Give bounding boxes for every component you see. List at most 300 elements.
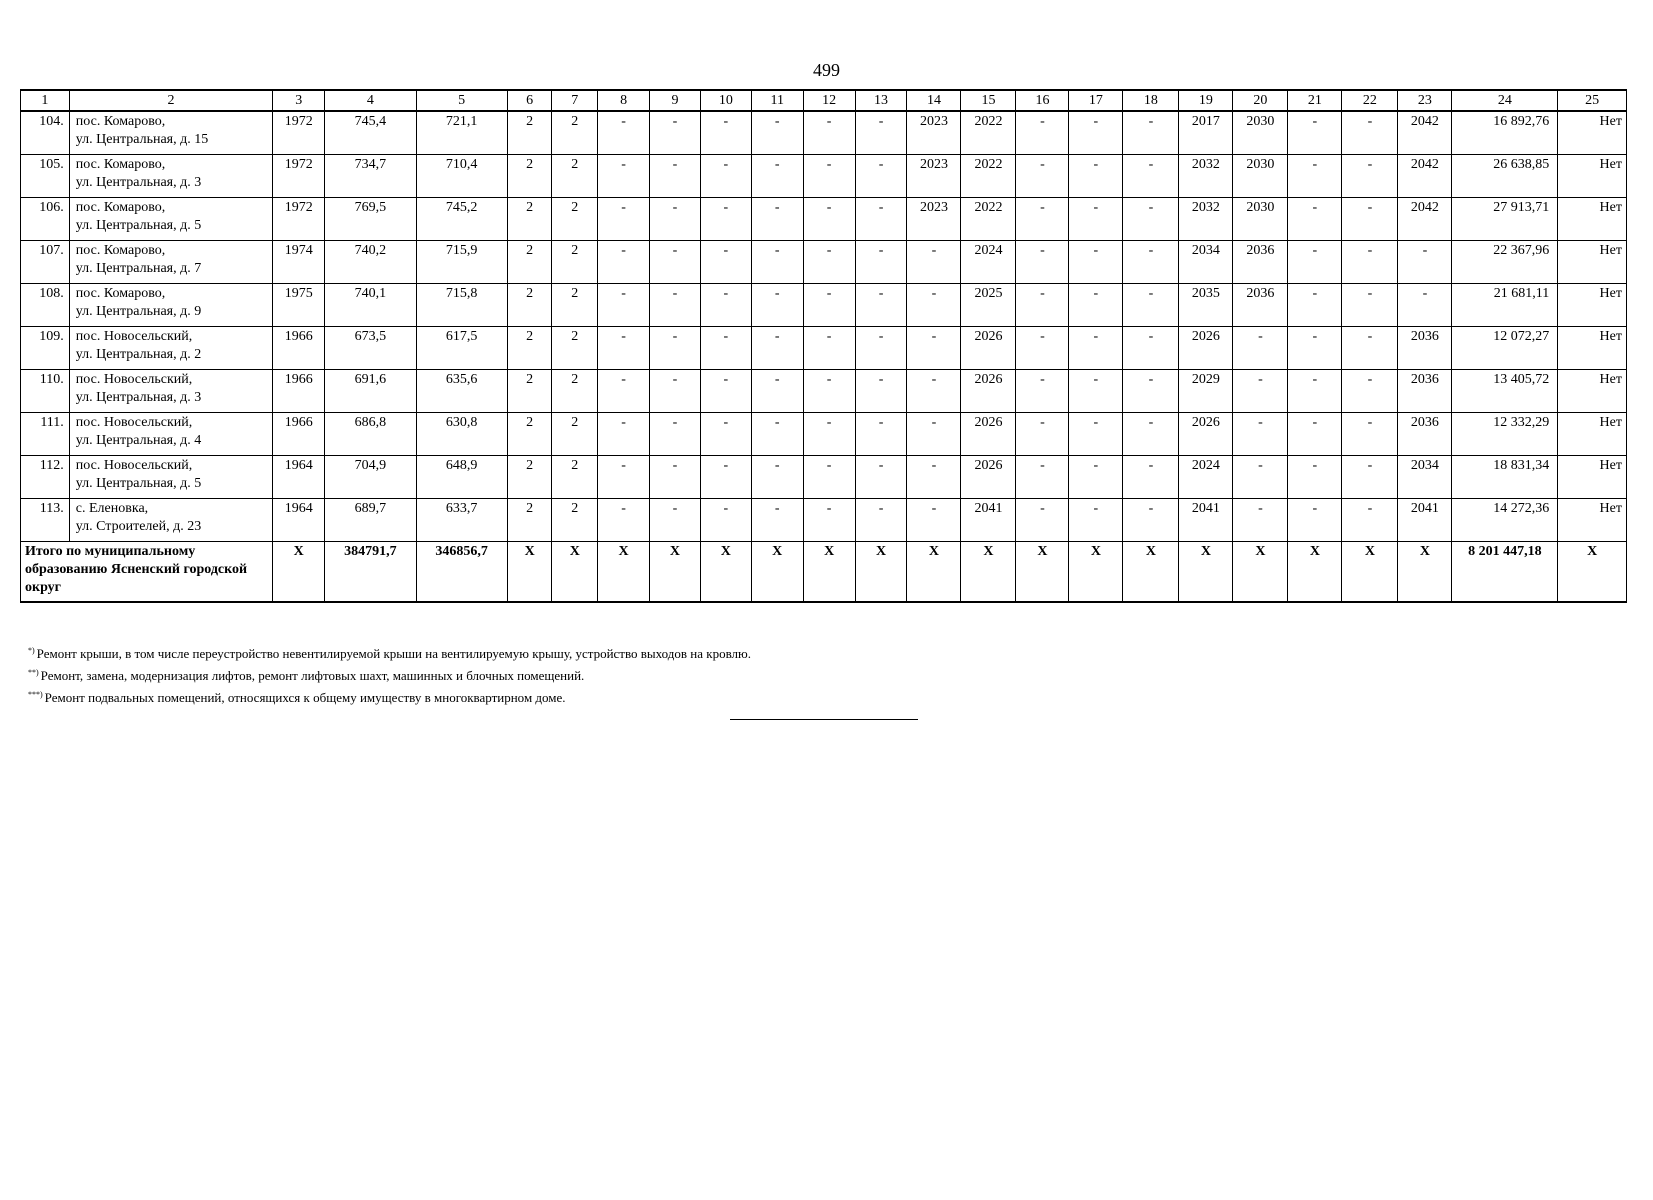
cell-col-20: - bbox=[1233, 370, 1288, 413]
total-col-13: X bbox=[855, 542, 907, 603]
cell-col-5: 710,4 bbox=[416, 155, 507, 198]
column-number-header: 18 bbox=[1123, 90, 1179, 111]
cell-col-25: Нет bbox=[1558, 198, 1627, 241]
cell-col-14: - bbox=[907, 413, 961, 456]
address-locality: пос. Новосельский, bbox=[75, 329, 193, 344]
cell-col-13: - bbox=[855, 499, 907, 542]
cell-col-7: 2 bbox=[552, 241, 598, 284]
cell-col-10: - bbox=[700, 284, 751, 327]
address-cell bbox=[69, 284, 272, 327]
cell-col-7: 2 bbox=[552, 327, 598, 370]
cell-col-8: - bbox=[598, 155, 650, 198]
cell-col-14: - bbox=[907, 327, 961, 370]
cell-col-7: 2 bbox=[552, 155, 598, 198]
address-cell bbox=[69, 456, 272, 499]
column-number-header: 3 bbox=[273, 90, 325, 111]
cell-col-9: - bbox=[650, 370, 701, 413]
cell-col-16: - bbox=[1016, 499, 1069, 542]
cell-col-19: 2026 bbox=[1179, 413, 1233, 456]
cell-col-6: 2 bbox=[507, 456, 552, 499]
address-street: ул. Центральная, д. 5 bbox=[75, 218, 202, 233]
cell-col-8: - bbox=[598, 284, 650, 327]
table-row bbox=[21, 284, 1627, 327]
cell-col-6: 2 bbox=[507, 111, 552, 155]
cell-col-19: 2029 bbox=[1179, 370, 1233, 413]
cell-col-20: 2036 bbox=[1233, 241, 1288, 284]
cell-col-14: - bbox=[907, 241, 961, 284]
cell-col-8: - bbox=[598, 413, 650, 456]
cell-col-22: - bbox=[1342, 370, 1398, 413]
cell-col-13: - bbox=[855, 284, 907, 327]
cell-col-17: - bbox=[1069, 111, 1123, 155]
cell-col-7: 2 bbox=[552, 284, 598, 327]
address-cell bbox=[69, 327, 272, 370]
cell-col-4: 734,7 bbox=[325, 155, 416, 198]
cell-col-20: 2036 bbox=[1233, 284, 1288, 327]
table-row bbox=[21, 370, 1627, 413]
cell-col-13: - bbox=[855, 370, 907, 413]
cell-col-16: - bbox=[1016, 284, 1069, 327]
cell-col-19: 2024 bbox=[1179, 456, 1233, 499]
total-col-3: X bbox=[273, 542, 325, 603]
cell-col-17: - bbox=[1069, 155, 1123, 198]
cell-col-23: 2036 bbox=[1398, 327, 1452, 370]
address-cell bbox=[69, 241, 272, 284]
address-locality: пос. Новосельский, bbox=[75, 372, 193, 387]
cell-col-15: 2026 bbox=[961, 456, 1016, 499]
cell-col-9: - bbox=[650, 111, 701, 155]
cell-col-6: 2 bbox=[507, 499, 552, 542]
column-number-header: 25 bbox=[1558, 90, 1627, 111]
cell-col-13: - bbox=[855, 198, 907, 241]
cell-col-15: 2022 bbox=[961, 111, 1016, 155]
cell-col-14: - bbox=[907, 499, 961, 542]
cell-col-21: - bbox=[1288, 456, 1342, 499]
cell-col-13: - bbox=[855, 456, 907, 499]
cell-col-23: 2042 bbox=[1398, 111, 1452, 155]
cell-col-17: - bbox=[1069, 413, 1123, 456]
cell-col-3: 1972 bbox=[273, 111, 325, 155]
cell-col-4: 740,2 bbox=[325, 241, 416, 284]
row-number: 113. bbox=[21, 499, 70, 542]
cell-col-7: 2 bbox=[552, 370, 598, 413]
total-col-12: X bbox=[803, 542, 855, 603]
row-number: 105. bbox=[21, 155, 70, 198]
total-col-6: X bbox=[507, 542, 552, 603]
cell-col-6: 2 bbox=[507, 198, 552, 241]
cell-col-6: 2 bbox=[507, 284, 552, 327]
cell-col-18: - bbox=[1123, 327, 1179, 370]
column-number-header: 8 bbox=[598, 90, 650, 111]
total-col-25: X bbox=[1558, 542, 1627, 603]
cell-col-12: - bbox=[803, 111, 855, 155]
page-number: 499 bbox=[813, 60, 840, 80]
column-number-header: 23 bbox=[1398, 90, 1452, 111]
total-col-20: X bbox=[1233, 542, 1288, 603]
cell-col-18: - bbox=[1123, 111, 1179, 155]
cell-col-20: - bbox=[1233, 499, 1288, 542]
total-col-22: X bbox=[1342, 542, 1398, 603]
cell-col-20: 2030 bbox=[1233, 111, 1288, 155]
cell-col-18: - bbox=[1123, 155, 1179, 198]
cell-col-24: 16 892,76 bbox=[1452, 111, 1558, 155]
cell-col-17: - bbox=[1069, 284, 1123, 327]
table-header bbox=[21, 90, 1627, 111]
cell-col-24: 26 638,85 bbox=[1452, 155, 1558, 198]
cell-col-3: 1972 bbox=[273, 155, 325, 198]
table-row bbox=[21, 413, 1627, 456]
table-row bbox=[21, 111, 1627, 155]
cell-col-3: 1966 bbox=[273, 327, 325, 370]
cell-col-18: - bbox=[1123, 499, 1179, 542]
cell-col-9: - bbox=[650, 413, 701, 456]
cell-col-9: - bbox=[650, 284, 701, 327]
cell-col-16: - bbox=[1016, 456, 1069, 499]
total-row bbox=[21, 542, 1627, 603]
total-col-19: X bbox=[1179, 542, 1233, 603]
cell-col-13: - bbox=[855, 241, 907, 284]
address-cell bbox=[69, 111, 272, 155]
cell-col-22: - bbox=[1342, 241, 1398, 284]
cell-col-24: 12 332,29 bbox=[1452, 413, 1558, 456]
cell-col-16: - bbox=[1016, 198, 1069, 241]
cell-col-8: - bbox=[598, 499, 650, 542]
cell-col-25: Нет bbox=[1558, 327, 1627, 370]
column-number-header: 12 bbox=[803, 90, 855, 111]
table-body bbox=[21, 111, 1627, 602]
cell-col-16: - bbox=[1016, 327, 1069, 370]
cell-col-9: - bbox=[650, 499, 701, 542]
cell-col-23: - bbox=[1398, 284, 1452, 327]
cell-col-4: 740,1 bbox=[325, 284, 416, 327]
address-street: ул. Центральная, д. 5 bbox=[75, 476, 202, 491]
address-locality: пос. Комарово, bbox=[75, 114, 166, 129]
cell-col-18: - bbox=[1123, 370, 1179, 413]
cell-col-3: 1966 bbox=[273, 370, 325, 413]
cell-col-20: 2030 bbox=[1233, 198, 1288, 241]
column-number-header: 11 bbox=[751, 90, 803, 111]
total-label: Итого по муниципальному образованию Ясненский городской округ bbox=[21, 542, 273, 603]
header-row bbox=[21, 90, 1627, 111]
column-number-header: 24 bbox=[1452, 90, 1558, 111]
total-col-10: X bbox=[700, 542, 751, 603]
cell-col-3: 1964 bbox=[273, 499, 325, 542]
cell-col-11: - bbox=[751, 499, 803, 542]
total-col-4: 384791,7 bbox=[325, 542, 416, 603]
housing-repair-table bbox=[20, 89, 1627, 603]
cell-col-18: - bbox=[1123, 198, 1179, 241]
column-number-header: 9 bbox=[650, 90, 701, 111]
cell-col-18: - bbox=[1123, 413, 1179, 456]
cell-col-22: - bbox=[1342, 155, 1398, 198]
cell-col-21: - bbox=[1288, 155, 1342, 198]
cell-col-20: - bbox=[1233, 413, 1288, 456]
row-number: 104. bbox=[21, 111, 70, 155]
cell-col-11: - bbox=[751, 111, 803, 155]
cell-col-23: 2041 bbox=[1398, 499, 1452, 542]
cell-col-13: - bbox=[855, 155, 907, 198]
total-col-17: X bbox=[1069, 542, 1123, 603]
address-locality: пос. Комарово, bbox=[75, 157, 166, 172]
cell-col-11: - bbox=[751, 155, 803, 198]
cell-col-7: 2 bbox=[552, 111, 598, 155]
cell-col-8: - bbox=[598, 456, 650, 499]
cell-col-25: Нет bbox=[1558, 499, 1627, 542]
address-locality: пос. Новосельский, bbox=[75, 458, 193, 473]
column-number-header: 20 bbox=[1233, 90, 1288, 111]
cell-col-4: 673,5 bbox=[325, 327, 416, 370]
cell-col-11: - bbox=[751, 370, 803, 413]
address-street: ул. Центральная, д. 3 bbox=[75, 175, 202, 190]
cell-col-24: 13 405,72 bbox=[1452, 370, 1558, 413]
cell-col-19: 2032 bbox=[1179, 198, 1233, 241]
cell-col-20: - bbox=[1233, 456, 1288, 499]
total-col-14: X bbox=[907, 542, 961, 603]
cell-col-5: 635,6 bbox=[416, 370, 507, 413]
cell-col-18: - bbox=[1123, 241, 1179, 284]
address-street: ул. Центральная, д. 4 bbox=[75, 433, 202, 448]
address-locality: пос. Комарово, bbox=[75, 243, 166, 258]
cell-col-11: - bbox=[751, 284, 803, 327]
cell-col-5: 617,5 bbox=[416, 327, 507, 370]
cell-col-12: - bbox=[803, 456, 855, 499]
cell-col-7: 2 bbox=[552, 499, 598, 542]
cell-col-4: 704,9 bbox=[325, 456, 416, 499]
cell-col-24: 21 681,11 bbox=[1452, 284, 1558, 327]
cell-col-5: 745,2 bbox=[416, 198, 507, 241]
cell-col-4: 689,7 bbox=[325, 499, 416, 542]
cell-col-22: - bbox=[1342, 327, 1398, 370]
cell-col-15: 2041 bbox=[961, 499, 1016, 542]
cell-col-13: - bbox=[855, 327, 907, 370]
cell-col-10: - bbox=[700, 413, 751, 456]
column-number-header: 13 bbox=[855, 90, 907, 111]
footnote-text: Ремонт подвальных помещений, относящихся к общему имуществу в многоквартирном доме. bbox=[44, 690, 566, 705]
cell-col-18: - bbox=[1123, 456, 1179, 499]
column-number-header: 14 bbox=[907, 90, 961, 111]
column-number-header: 16 bbox=[1016, 90, 1069, 111]
cell-col-8: - bbox=[598, 327, 650, 370]
total-col-8: X bbox=[598, 542, 650, 603]
column-number-header: 6 bbox=[507, 90, 552, 111]
cell-col-15: 2026 bbox=[961, 413, 1016, 456]
cell-col-14: 2023 bbox=[907, 111, 961, 155]
footnotes bbox=[28, 641, 751, 707]
cell-col-12: - bbox=[803, 499, 855, 542]
cell-col-25: Нет bbox=[1558, 111, 1627, 155]
cell-col-15: 2025 bbox=[961, 284, 1016, 327]
cell-col-16: - bbox=[1016, 155, 1069, 198]
cell-col-20: 2030 bbox=[1233, 155, 1288, 198]
cell-col-9: - bbox=[650, 198, 701, 241]
cell-col-23: - bbox=[1398, 241, 1452, 284]
row-number: 109. bbox=[21, 327, 70, 370]
cell-col-13: - bbox=[855, 111, 907, 155]
row-number: 112. bbox=[21, 456, 70, 499]
total-col-16: X bbox=[1016, 542, 1069, 603]
cell-col-8: - bbox=[598, 111, 650, 155]
cell-col-6: 2 bbox=[507, 413, 552, 456]
table-row bbox=[21, 327, 1627, 370]
cell-col-21: - bbox=[1288, 370, 1342, 413]
table-row bbox=[21, 241, 1627, 284]
cell-col-15: 2026 bbox=[961, 370, 1016, 413]
address-street: ул. Центральная, д. 9 bbox=[75, 304, 202, 319]
row-number: 106. bbox=[21, 198, 70, 241]
cell-col-24: 27 913,71 bbox=[1452, 198, 1558, 241]
cell-col-16: - bbox=[1016, 370, 1069, 413]
cell-col-15: 2024 bbox=[961, 241, 1016, 284]
cell-col-17: - bbox=[1069, 370, 1123, 413]
cell-col-5: 630,8 bbox=[416, 413, 507, 456]
cell-col-10: - bbox=[700, 111, 751, 155]
cell-col-25: Нет bbox=[1558, 284, 1627, 327]
cell-col-7: 2 bbox=[552, 456, 598, 499]
total-col-18: X bbox=[1123, 542, 1179, 603]
cell-col-21: - bbox=[1288, 327, 1342, 370]
cell-col-12: - bbox=[803, 198, 855, 241]
cell-col-23: 2042 bbox=[1398, 155, 1452, 198]
cell-col-12: - bbox=[803, 241, 855, 284]
cell-col-13: - bbox=[855, 413, 907, 456]
cell-col-22: - bbox=[1342, 198, 1398, 241]
column-number-header: 2 bbox=[69, 90, 272, 111]
cell-col-20: - bbox=[1233, 327, 1288, 370]
cell-col-22: - bbox=[1342, 413, 1398, 456]
cell-col-23: 2036 bbox=[1398, 413, 1452, 456]
cell-col-21: - bbox=[1288, 284, 1342, 327]
cell-col-12: - bbox=[803, 155, 855, 198]
cell-col-24: 18 831,34 bbox=[1452, 456, 1558, 499]
table-row bbox=[21, 499, 1627, 542]
cell-col-24: 22 367,96 bbox=[1452, 241, 1558, 284]
cell-col-21: - bbox=[1288, 198, 1342, 241]
cell-col-18: - bbox=[1123, 284, 1179, 327]
cell-col-16: - bbox=[1016, 111, 1069, 155]
cell-col-15: 2026 bbox=[961, 327, 1016, 370]
footnote-mark: ***) bbox=[28, 690, 43, 699]
cell-col-17: - bbox=[1069, 499, 1123, 542]
cell-col-22: - bbox=[1342, 111, 1398, 155]
cell-col-14: - bbox=[907, 456, 961, 499]
address-cell bbox=[69, 499, 272, 542]
address-locality: с. Еленовка, bbox=[75, 501, 149, 516]
cell-col-16: - bbox=[1016, 241, 1069, 284]
cell-col-12: - bbox=[803, 327, 855, 370]
column-number-header: 7 bbox=[552, 90, 598, 111]
cell-col-22: - bbox=[1342, 284, 1398, 327]
address-locality: пос. Новосельский, bbox=[75, 415, 193, 430]
cell-col-10: - bbox=[700, 155, 751, 198]
cell-col-16: - bbox=[1016, 413, 1069, 456]
total-col-5: 346856,7 bbox=[416, 542, 507, 603]
cell-col-3: 1966 bbox=[273, 413, 325, 456]
cell-col-21: - bbox=[1288, 111, 1342, 155]
column-number-header: 22 bbox=[1342, 90, 1398, 111]
cell-col-25: Нет bbox=[1558, 413, 1627, 456]
address-locality: пос. Комарово, bbox=[75, 286, 166, 301]
cell-col-10: - bbox=[700, 241, 751, 284]
cell-col-10: - bbox=[700, 327, 751, 370]
total-col-23: X bbox=[1398, 542, 1452, 603]
footnote-mark: *) bbox=[28, 646, 35, 655]
cell-col-25: Нет bbox=[1558, 241, 1627, 284]
total-col-21: X bbox=[1288, 542, 1342, 603]
cell-col-24: 12 072,27 bbox=[1452, 327, 1558, 370]
cell-col-6: 2 bbox=[507, 327, 552, 370]
cell-col-21: - bbox=[1288, 499, 1342, 542]
footnote-mark: **) bbox=[28, 668, 39, 677]
cell-col-25: Нет bbox=[1558, 155, 1627, 198]
column-number-header: 1 bbox=[21, 90, 70, 111]
cell-col-22: - bbox=[1342, 499, 1398, 542]
cell-col-10: - bbox=[700, 456, 751, 499]
cell-col-5: 715,8 bbox=[416, 284, 507, 327]
cell-col-11: - bbox=[751, 241, 803, 284]
address-street: ул. Центральная, д. 15 bbox=[75, 132, 209, 147]
cell-col-9: - bbox=[650, 155, 701, 198]
address-street: ул. Строителей, д. 23 bbox=[75, 519, 202, 534]
cell-col-11: - bbox=[751, 327, 803, 370]
cell-col-3: 1972 bbox=[273, 198, 325, 241]
column-number-header: 10 bbox=[700, 90, 751, 111]
cell-col-7: 2 bbox=[552, 413, 598, 456]
total-col-24: 8 201 447,18 bbox=[1452, 542, 1558, 603]
cell-col-5: 648,9 bbox=[416, 456, 507, 499]
cell-col-19: 2032 bbox=[1179, 155, 1233, 198]
address-locality: пос. Комарово, bbox=[75, 200, 166, 215]
cell-col-10: - bbox=[700, 370, 751, 413]
cell-col-19: 2034 bbox=[1179, 241, 1233, 284]
cell-col-4: 745,4 bbox=[325, 111, 416, 155]
cell-col-4: 691,6 bbox=[325, 370, 416, 413]
address-cell bbox=[69, 413, 272, 456]
row-number: 107. bbox=[21, 241, 70, 284]
total-col-11: X bbox=[751, 542, 803, 603]
column-number-header: 17 bbox=[1069, 90, 1123, 111]
cell-col-17: - bbox=[1069, 241, 1123, 284]
cell-col-9: - bbox=[650, 327, 701, 370]
cell-col-14: - bbox=[907, 284, 961, 327]
address-cell bbox=[69, 198, 272, 241]
footnote-text: Ремонт, замена, модернизация лифтов, ремонт лифтовых шахт, машинных и блочных помещений. bbox=[40, 668, 585, 683]
cell-col-9: - bbox=[650, 241, 701, 284]
cell-col-5: 715,9 bbox=[416, 241, 507, 284]
cell-col-19: 2035 bbox=[1179, 284, 1233, 327]
address-street: ул. Центральная, д. 2 bbox=[75, 347, 202, 362]
table-row bbox=[21, 456, 1627, 499]
cell-col-25: Нет bbox=[1558, 456, 1627, 499]
column-number-header: 19 bbox=[1179, 90, 1233, 111]
row-number: 110. bbox=[21, 370, 70, 413]
end-divider bbox=[730, 719, 918, 720]
cell-col-10: - bbox=[700, 499, 751, 542]
cell-col-23: 2042 bbox=[1398, 198, 1452, 241]
cell-col-23: 2034 bbox=[1398, 456, 1452, 499]
cell-col-17: - bbox=[1069, 327, 1123, 370]
cell-col-21: - bbox=[1288, 413, 1342, 456]
footnote bbox=[28, 663, 751, 685]
total-col-9: X bbox=[650, 542, 701, 603]
cell-col-8: - bbox=[598, 370, 650, 413]
total-col-7: X bbox=[552, 542, 598, 603]
cell-col-10: - bbox=[700, 198, 751, 241]
cell-col-14: 2023 bbox=[907, 198, 961, 241]
cell-col-14: 2023 bbox=[907, 155, 961, 198]
cell-col-4: 769,5 bbox=[325, 198, 416, 241]
cell-col-5: 721,1 bbox=[416, 111, 507, 155]
cell-col-7: 2 bbox=[552, 198, 598, 241]
